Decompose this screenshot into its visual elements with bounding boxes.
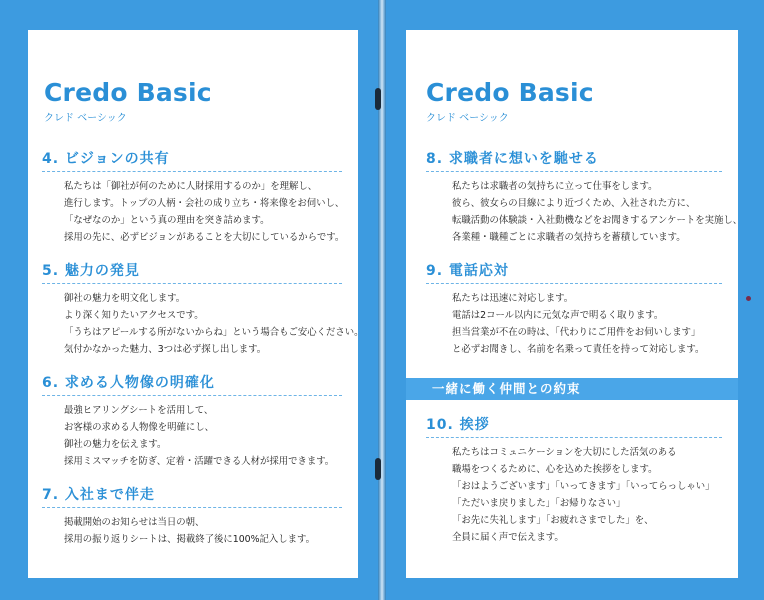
body-line: 「なぜなのか」という真の理由を突き詰めます。 — [64, 215, 270, 226]
body-line: 私たちは「御社が何のために人財採用するのか」を理解し、 — [64, 181, 318, 192]
right-content-card — [406, 30, 743, 578]
right-brand — [426, 78, 594, 124]
body-line: 御社の魅力を明文化します。 — [64, 293, 186, 304]
left-brand — [44, 78, 212, 124]
section-support — [28, 484, 358, 548]
colleague-promise-band: 一緒に働く仲間との約束 — [406, 378, 738, 400]
right-page — [386, 0, 764, 600]
body-line: 電話は2コール以内に元気な声で明るく取ります。 — [452, 310, 664, 321]
section-candidates — [406, 148, 743, 246]
body-line: お客様の求める人物像を明確にし、 — [64, 422, 215, 433]
section-title: 7. 入社まで伴走 — [42, 484, 358, 508]
section-vision — [28, 148, 358, 246]
left-page — [0, 0, 378, 600]
section-phone — [406, 260, 738, 358]
body-line: 「うちはアピールする所がないからね」という場合もご安心ください。 — [64, 327, 364, 338]
body-line: 御社の魅力を伝えます。 — [64, 439, 167, 450]
body-line: 進行します。トップの人柄・会社の成り立ち・将来像をお伺いし、 — [64, 198, 345, 209]
body-line: より深く知りたいアクセスです。 — [64, 310, 204, 321]
section-body — [64, 402, 358, 470]
body-line: 気付かなかった魅力、3つは必ず探し出します。 — [64, 344, 267, 355]
body-line: 彼ら、彼女らの目線により近づくため、入社された方に、 — [452, 198, 696, 209]
section-body — [452, 290, 738, 358]
body-line: 全員に届く声で伝えます。 — [452, 532, 564, 543]
body-line: 採用の振り返りシートは、掲載終了後に100%記入します。 — [64, 534, 316, 545]
section-appeal — [28, 260, 364, 358]
left-content-card — [28, 30, 364, 578]
section-body — [64, 514, 358, 548]
body-line: と必ずお聞きし、名前を名乗って責任を持って対応します。 — [452, 344, 705, 355]
section-title: 4. ビジョンの共有 — [42, 148, 358, 172]
section-title: 6. 求める人物像の明確化 — [42, 372, 358, 396]
body-line: 職場をつくるために、心を込めた挨拶をします。 — [452, 464, 658, 475]
body-line: 採用の先に、必ずビジョンがあることを大切にしているからです。 — [64, 232, 345, 243]
punch-mark — [746, 296, 751, 301]
section-title: 9. 電話応対 — [426, 260, 738, 284]
body-line: 担当営業が不在の時は、「代わりにご用件をお伺いします」 — [452, 327, 701, 338]
brand-title: Credo Basic — [426, 78, 594, 107]
brand-title: Credo Basic — [44, 78, 212, 107]
section-greeting — [406, 414, 738, 546]
body-line: 私たちは求職者の気持ちに立って仕事をします。 — [452, 181, 658, 192]
section-body — [452, 178, 743, 246]
body-line: 転職活動の体験談・入社動機などをお聞きするアンケートを実施し、 — [452, 215, 743, 226]
section-title: 10. 挨拶 — [426, 414, 738, 438]
body-line: 採用ミスマッチを防ぎ、定着・活躍できる人材が採用できます。 — [64, 456, 335, 467]
section-persona — [28, 372, 358, 470]
body-line: 最強ヒアリングシートを活用して、 — [64, 405, 214, 416]
section-title: 8. 求職者に想いを馳せる — [426, 148, 738, 172]
brand-subtitle: クレド ベーシック — [44, 113, 127, 124]
body-line: 私たちは迅速に対応します。 — [452, 293, 574, 304]
staple — [375, 458, 381, 480]
section-body — [64, 178, 358, 246]
staple — [375, 88, 381, 110]
body-line: 「ただいま戻りました」「お帰りなさい」 — [452, 498, 626, 509]
section-body — [452, 444, 738, 546]
section-title: 5. 魅力の発見 — [42, 260, 358, 284]
body-line: 各業種・職種ごとに求職者の気持ちを蓄積しています。 — [452, 232, 686, 243]
body-line: 「お先に失礼します」「お疲れさまでした」を、 — [452, 515, 654, 526]
body-line: 私たちはコミュニケーションを大切にした活気のある — [452, 447, 677, 458]
body-line: 「おはようございます」「いってきます」「いってらっしゃい」 — [452, 481, 715, 492]
body-line: 掲載開始のお知らせは当日の朝、 — [64, 517, 205, 528]
brand-subtitle: クレド ベーシック — [426, 113, 509, 124]
section-body — [64, 290, 364, 358]
